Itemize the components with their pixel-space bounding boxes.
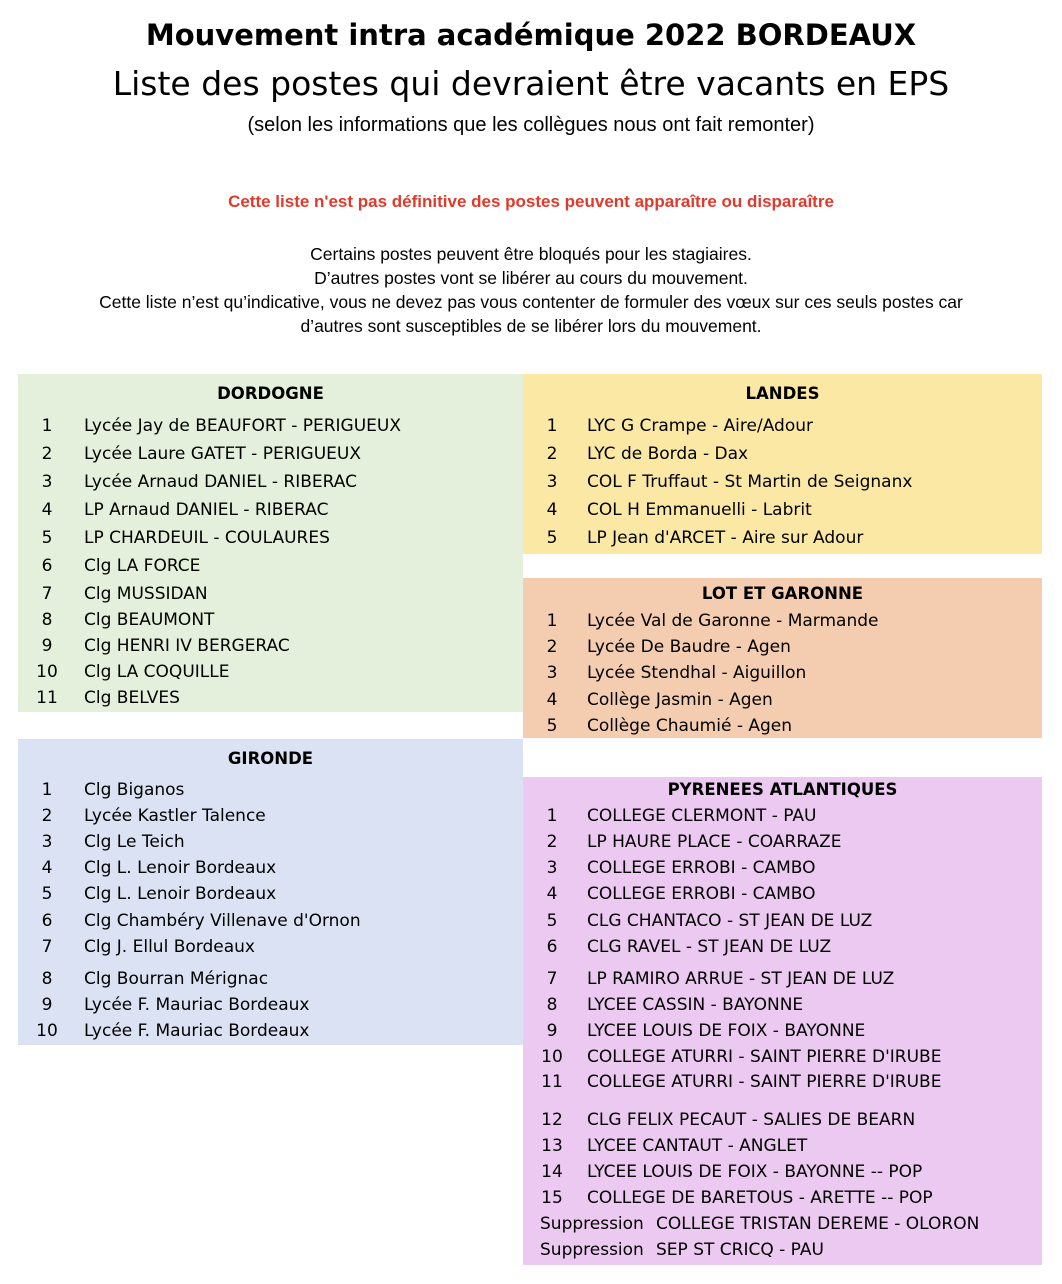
item-label: Lycée Laure GATET - PERIGUEUX [84,444,361,464]
item-number: 1 [546,611,558,631]
list-item [523,1018,1042,1044]
item-label: Lycée De Baudre - Agen [587,637,791,657]
note-line: d’autres sont susceptibles de se libérer lors du mouvement. [300,316,762,336]
item-number: 7 [41,937,53,957]
list-item [18,497,523,523]
item-number: 3 [546,858,558,878]
item-number: 3 [546,663,558,683]
item-label: Clg L. Lenoir Bordeaux [84,884,277,904]
list-item [523,855,1042,881]
item-label: COLLEGE ERROBI - CAMBO [587,884,816,904]
item-number: 9 [546,1021,558,1041]
item-number: 13 [541,1136,563,1156]
item-number: 1 [41,780,53,800]
item-label: LP Jean d'ARCET - Aire sur Adour [587,528,864,548]
item-number: Suppression [540,1240,644,1260]
item-number: 10 [541,1047,563,1067]
department-gironde [18,739,523,1045]
item-number: 4 [546,690,558,710]
item-number: 4 [546,500,558,520]
item-label: LYCEE LOUIS DE FOIX - BAYONNE [587,1021,866,1041]
item-label: Clg Biganos [84,780,185,800]
item-label: Clg Chambéry Villenave d'Ornon [84,911,361,931]
item-number: 2 [546,637,558,657]
item-label: SEP ST CRICQ - PAU [656,1240,824,1260]
department-title: LANDES [745,384,820,403]
list-item [523,1159,1042,1185]
item-number: 3 [546,472,558,492]
list-item [523,469,1042,495]
list-item [523,713,1042,739]
list-item [18,908,523,934]
item-label: Lycée Stendhal - Aiguillon [587,663,807,683]
item-label: COLLEGE TRISTAN DEREME - OLORON [656,1214,980,1234]
item-label: LYCEE LOUIS DE FOIX - BAYONNE -- POP [587,1162,923,1182]
list-item [523,934,1042,960]
item-number: 4 [41,858,53,878]
item-label: Clg BELVES [84,688,180,708]
item-number: 2 [41,444,53,464]
list-item [18,855,523,881]
list-item [523,1185,1042,1211]
list-item [523,660,1042,686]
item-label: Collège Jasmin - Agen [587,690,773,710]
item-label: Clg LA FORCE [84,556,201,576]
list-item [18,829,523,855]
item-number: 5 [546,716,558,736]
list-item [523,908,1042,934]
item-label: Lycée Kastler Talence [84,806,266,826]
list-item [523,1211,1042,1237]
list-item [523,497,1042,523]
item-label: COLLEGE ATURRI - SAINT PIERRE D'IRUBE [587,1072,942,1092]
item-label: LP HAURE PLACE - COARRAZE [587,832,842,852]
item-number: 6 [41,556,53,576]
department-lot-et-garonne [523,578,1042,738]
list-item [18,413,523,439]
item-number: 4 [41,500,53,520]
item-label: LP Arnaud DANIEL - RIBERAC [84,500,329,520]
list-item [523,1237,1042,1263]
list-item [523,1069,1042,1095]
item-label: COL F Truffaut - St Martin de Seignanx [587,472,913,492]
item-number: 5 [546,911,558,931]
item-label: Lycée F. Mauriac Bordeaux [84,995,310,1015]
item-label: LYCEE CASSIN - BAYONNE [587,995,804,1015]
item-number: 12 [541,1110,563,1130]
item-number: 6 [41,911,53,931]
item-label: COLLEGE DE BARETOUS - ARETTE -- POP [587,1188,933,1208]
item-label: COLLEGE ATURRI - SAINT PIERRE D'IRUBE [587,1047,942,1067]
list-item [523,803,1042,829]
list-item [523,608,1042,634]
item-number: 5 [41,884,53,904]
list-item [18,934,523,960]
item-number: 10 [36,662,58,682]
item-number: 10 [36,1021,58,1041]
item-label: Clg Le Teich [84,832,185,852]
item-number: 7 [41,584,53,604]
item-label: CLG CHANTACO - ST JEAN DE LUZ [587,911,873,931]
list-item [18,525,523,551]
list-item [18,607,523,633]
list-item [523,687,1042,713]
item-label: LP RAMIRO ARRUE - ST JEAN DE LUZ [587,969,895,989]
department-title: GIRONDE [227,749,314,768]
item-number: 2 [546,832,558,852]
list-item [523,634,1042,660]
item-number: 3 [41,832,53,852]
list-item [18,685,523,711]
item-label: CLG FELIX PECAUT - SALIES DE BEARN [587,1110,916,1130]
list-item [523,992,1042,1018]
item-number: Suppression [540,1214,644,1234]
item-label: Lycée Jay de BEAUFORT - PERIGUEUX [84,416,401,436]
item-number: 9 [41,636,53,656]
list-item [523,525,1042,551]
item-number: 11 [36,688,58,708]
list-item [523,829,1042,855]
department-title: PYRENEES ATLANTIQUES [667,780,898,799]
item-label: LYC G Crampe - Aire/Adour [587,416,813,436]
department-dordogne [18,374,523,712]
item-label: Clg HENRI IV BERGERAC [84,636,290,656]
item-number: 14 [541,1162,563,1182]
department-landes [523,374,1042,554]
item-number: 9 [41,995,53,1015]
item-number: 2 [546,444,558,464]
list-item [18,992,523,1018]
list-item [18,1018,523,1044]
item-number: 8 [41,969,53,989]
item-label: Clg L. Lenoir Bordeaux [84,858,277,878]
department-title: DORDOGNE [217,384,324,403]
list-item [523,413,1042,439]
department-title: LOT ET GARONNE [701,584,864,603]
list-item [523,441,1042,467]
source-note: (selon les informations que les collègues nous ont fait remonter) [247,114,815,136]
item-label: LYC de Borda - Dax [587,444,749,464]
item-number: 4 [546,884,558,904]
list-item [523,1044,1042,1070]
item-label: LP CHARDEUIL - COULAURES [84,528,330,548]
list-item [18,803,523,829]
item-label: CLG RAVEL - ST JEAN DE LUZ [587,937,832,957]
item-number: 8 [41,610,53,630]
page-subtitle: Liste des postes qui devraient être vacants en EPS [112,64,950,103]
item-label: Lycée F. Mauriac Bordeaux [84,1021,310,1041]
warning-text: Cette liste n'est pas définitive des postes peuvent apparaître ou disparaître [228,192,834,211]
item-number: 15 [541,1188,563,1208]
note-line: D’autres postes vont se libérer au cours du mouvement. [314,268,748,288]
item-label: Clg BEAUMONT [84,610,215,630]
list-item [18,659,523,685]
list-item [523,1107,1042,1133]
item-label: LYCEE CANTAUT - ANGLET [587,1136,808,1156]
item-label: Clg MUSSIDAN [84,584,208,604]
item-number: 8 [546,995,558,1015]
item-label: Clg J. Ellul Bordeaux [84,937,255,957]
item-label: Collège Chaumié - Agen [587,716,793,736]
list-item [523,1133,1042,1159]
page-title: Mouvement intra académique 2022 BORDEAUX [145,18,917,52]
list-item [18,441,523,467]
item-number: 1 [41,416,53,436]
list-item [18,581,523,607]
item-number: 1 [546,416,558,436]
item-number: 11 [541,1072,563,1092]
list-item [523,881,1042,907]
item-number: 6 [546,937,558,957]
item-number: 1 [546,806,558,826]
note-line: Cette liste n’est qu’indicative, vous ne devez pas vous contenter de formuler des vœux sur ces seuls postes car [99,292,963,312]
item-label: Clg Bourran Mérignac [84,969,269,989]
note-line: Certains postes peuvent être bloqués pour les stagiaires. [310,244,752,264]
item-number: 5 [546,528,558,548]
item-number: 7 [546,969,558,989]
item-label: COLLEGE CLERMONT - PAU [587,806,817,826]
list-item [523,966,1042,992]
list-item [18,777,523,803]
list-item [18,633,523,659]
item-label: COLLEGE ERROBI - CAMBO [587,858,816,878]
item-label: Lycée Val de Garonne - Marmande [587,611,879,631]
item-label: COL H Emmanuelli - Labrit [587,500,812,520]
item-number: 2 [41,806,53,826]
list-item [18,553,523,579]
notes-block [0,242,1062,338]
item-label: Lycée Arnaud DANIEL - RIBERAC [84,472,357,492]
item-number: 5 [41,528,53,548]
list-item [18,881,523,907]
list-item [18,469,523,495]
item-label: Clg LA COQUILLE [84,662,230,682]
item-number: 3 [41,472,53,492]
department-pyrenees-atlantiques [523,777,1042,1265]
list-item [18,966,523,992]
